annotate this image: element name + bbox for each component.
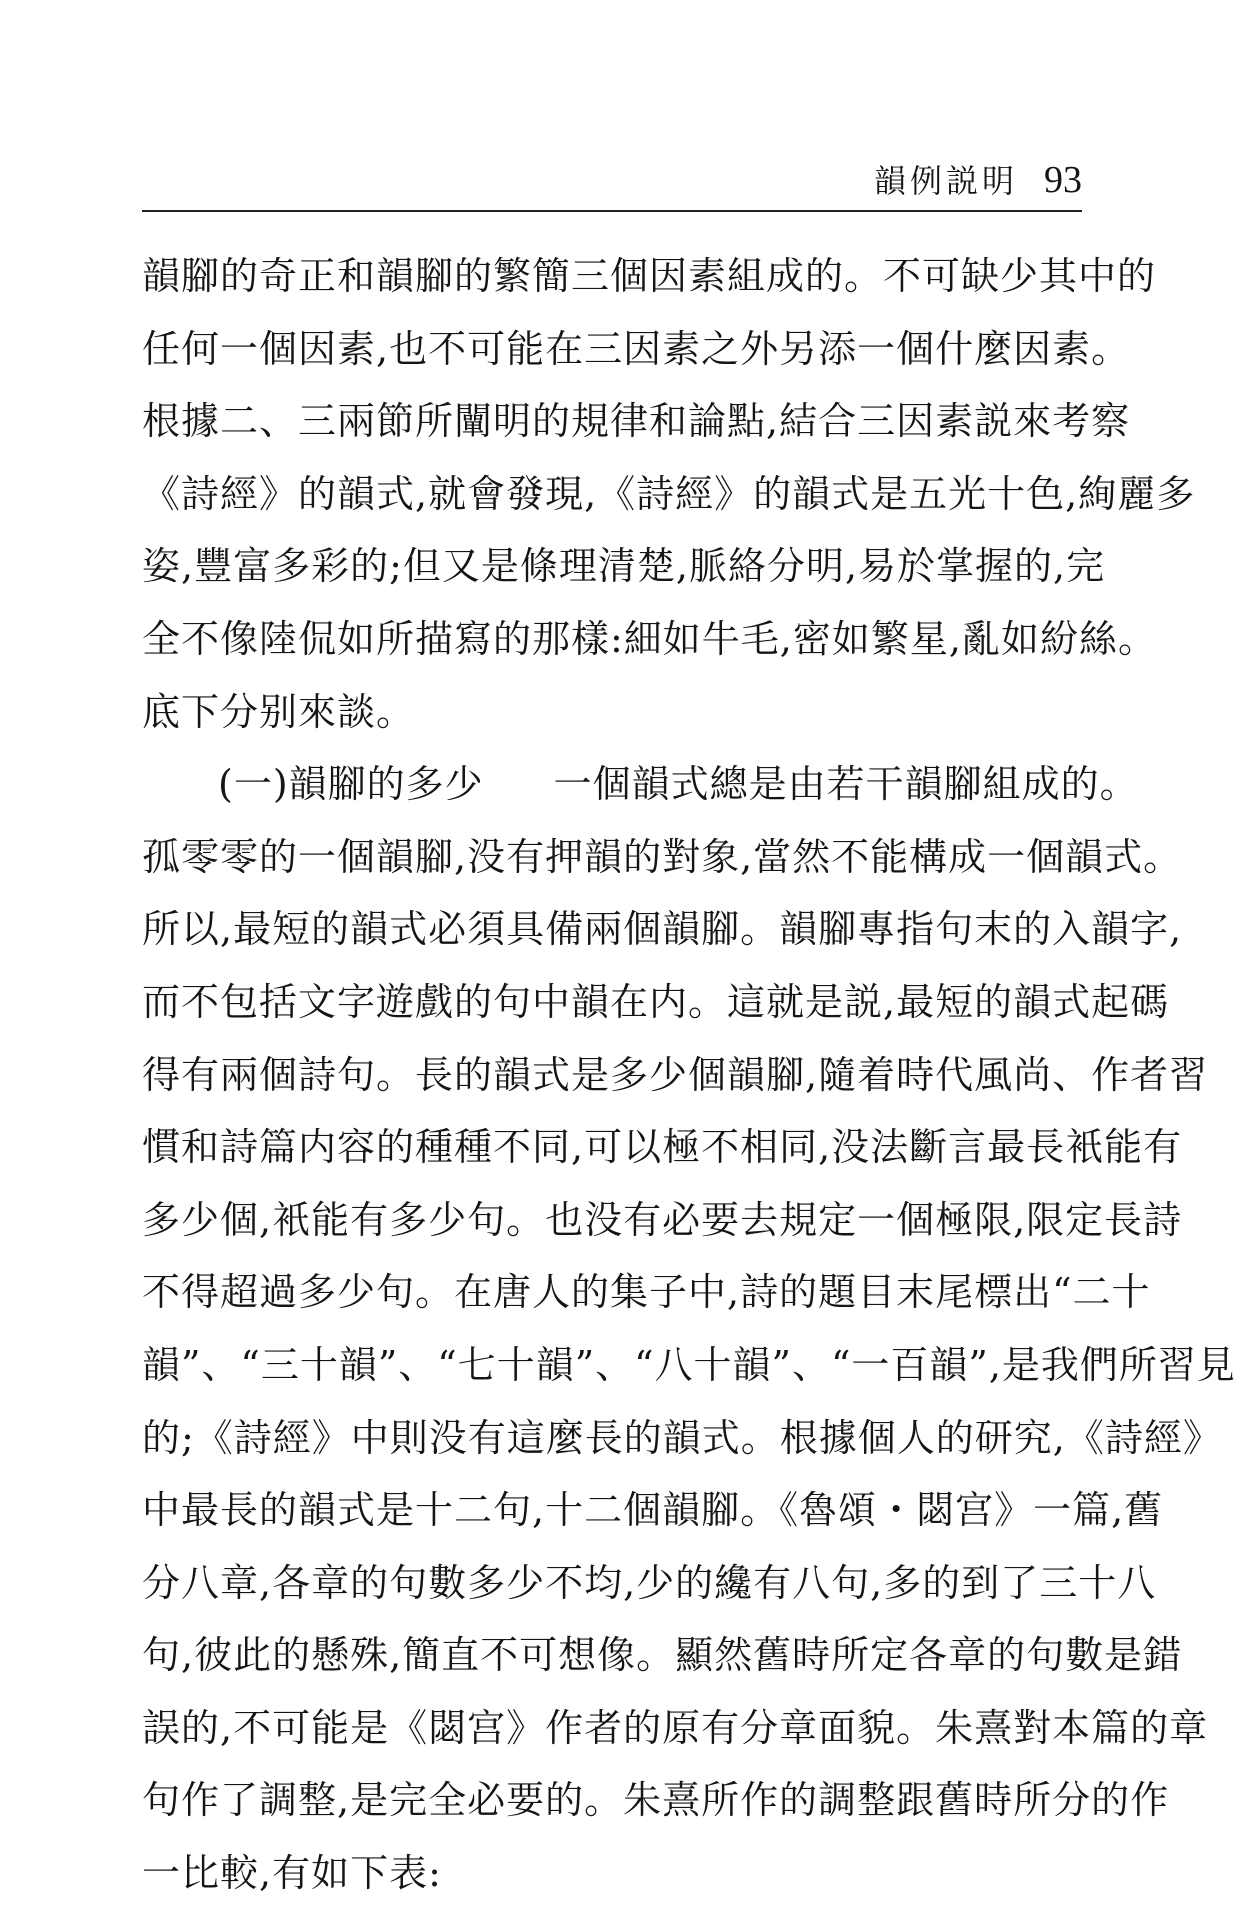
text-line: 底下分别來談。 bbox=[142, 689, 416, 734]
text-line: 韻”、“三十韻”、“七十韻”、“八十韻”、“一百韻”,是我們所習見 bbox=[142, 1342, 1236, 1387]
body-text bbox=[142, 240, 1236, 1910]
text-line: 的;《詩經》中則没有這麼長的韻式。根據個人的研究,《詩經》 bbox=[142, 1415, 1222, 1460]
text-line: 根據二、三兩節所闡明的規律和論點,結合三因素説來考察 bbox=[142, 399, 1131, 444]
section-heading: (一)韻腳的多少 bbox=[218, 762, 484, 807]
text-line: 所以,最短的韻式必須具備兩個韻腳。韻腳專指句末的入韻字, bbox=[142, 907, 1183, 952]
text-line: 韻腳的奇正和韻腳的繁簡三個因素組成的。不可缺少其中的 bbox=[142, 254, 1157, 298]
text-line: 中最長的韻式是十二句,十二個韻腳。《魯頌・閟宫》一篇,舊 bbox=[142, 1488, 1164, 1533]
running-header bbox=[142, 150, 1082, 212]
text-line: 句,彼此的懸殊,簡直不可想像。顯然舊時所定各章的句數是錯 bbox=[142, 1633, 1183, 1678]
text-line: 慣和詩篇内容的種種不同,可以極不相同,没法斷言最長衹能有 bbox=[142, 1125, 1183, 1170]
section-first-line bbox=[142, 748, 1139, 821]
text-line: 而不包括文字遊戲的句中韻在内。這就是説,最短的韻式起碼 bbox=[142, 979, 1170, 1024]
section-first-line-text: 一個韻式總是由若干韻腳組成的。 bbox=[553, 762, 1139, 807]
section bbox=[142, 748, 1236, 1910]
page-number: 93 bbox=[1044, 159, 1082, 201]
running-header-content bbox=[874, 156, 1082, 202]
text-line: 句作了調整,是完全必要的。朱熹所作的調整跟舊時所分的作 bbox=[142, 1778, 1170, 1823]
text-line: 全不像陸侃如所描寫的那樣:細如牛毛,密如繁星,亂如紛絲。 bbox=[142, 616, 1157, 661]
text-line: 分八章,各章的句數多少不均,少的纔有八句,多的到了三十八 bbox=[142, 1560, 1157, 1605]
text-line: 《詩經》的韻式,就會發現,《詩經》的韻式是五光十色,絢麗多 bbox=[142, 471, 1196, 516]
text-line: 一比較,有如下表: bbox=[142, 1851, 442, 1896]
text-line: 姿,豐富多彩的;但又是條理清楚,脈絡分明,易於掌握的,完 bbox=[142, 544, 1106, 589]
text-line: 誤的,不可能是《閟宫》作者的原有分章面貌。朱熹對本篇的章 bbox=[142, 1705, 1209, 1750]
text-line: 任何一個因素,也不可能在三因素之外另添一個什麼因素。 bbox=[142, 326, 1131, 371]
text-line: 不得超過多少句。在唐人的集子中,詩的題目末尾標出“二十 bbox=[142, 1270, 1151, 1315]
text-line: 得有兩個詩句。長的韻式是多少個韻腳,隨着時代風尚、作者習 bbox=[142, 1052, 1209, 1097]
paragraph bbox=[142, 240, 1196, 748]
text-line: 多少個,衹能有多少句。也没有必要去規定一個極限,限定長詩 bbox=[142, 1197, 1183, 1242]
chapter-title: 韻例説明 bbox=[873, 162, 1018, 200]
text-line: 孤零零的一個韻腳,没有押韻的對象,當然不能構成一個韻式。 bbox=[142, 834, 1183, 879]
